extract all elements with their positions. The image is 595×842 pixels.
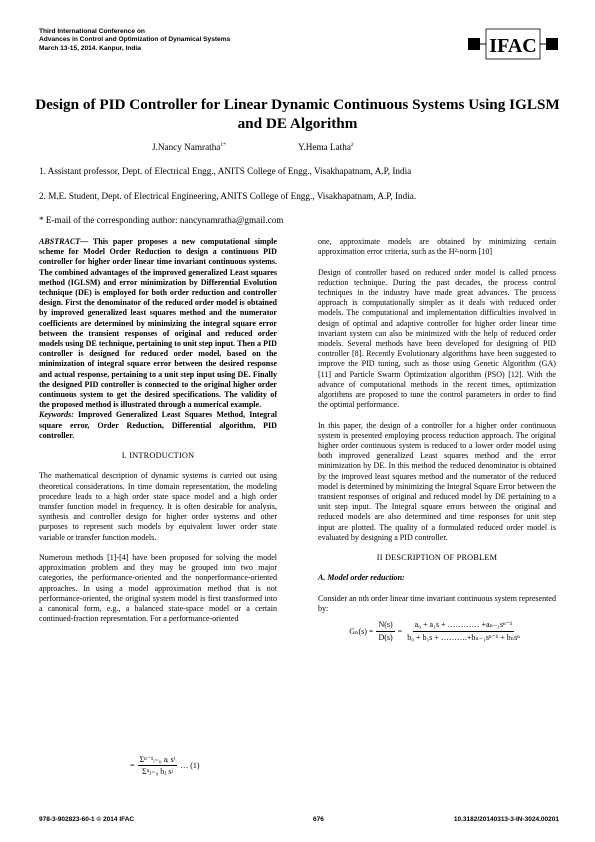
ifac-logo xyxy=(468,24,558,64)
tf-polynomial xyxy=(405,620,522,643)
equation-1 xyxy=(130,755,200,776)
keywords xyxy=(39,410,277,441)
section-heading-problem: II DESCRIPTION OF PROBLEM xyxy=(376,553,498,563)
equation-1-fraction xyxy=(138,755,178,776)
subsection-heading-model-order: A. Model order reduction: xyxy=(318,573,405,583)
section-heading-introduction: I. INTRODUCTION xyxy=(121,451,195,461)
author-2-name: Y.Hema Latha xyxy=(298,142,351,152)
left-column xyxy=(39,237,277,635)
tf-ratio-denominator: D(s) xyxy=(378,633,393,643)
tf-equals: = xyxy=(397,626,403,636)
tf-numerator-polynomial: a₀ + a₁s + ………… +aₙ₋₁sⁿ⁻¹ xyxy=(413,620,515,632)
tf-denominator-polynomial: b₀ + b₁s + ……….+bₙ₋₁sⁿ⁻¹ + bₙsⁿ xyxy=(407,633,520,643)
equation-1-denominator: Σⁿⱼ₌₀ bⱼ sʲ xyxy=(141,767,173,776)
author-1-mark: 1* xyxy=(220,141,226,148)
corresponding-email: * E-mail of the corresponding author: nancynamratha@gmail.com xyxy=(39,215,284,225)
tf-ratio-numerator: N(s) xyxy=(376,620,394,632)
abstract-text: This paper proposes a new computational simple scheme for Model Order Reduction to design a continuous PID controller for higher order linear time invariant continuous systems. The combined advantages of the improved generalized Least squares method (IGLSM) and error minimization by Differential Evolution technique (DE) is employed for both order reduction and controller design. First the denominator of the reduced order model is obtained by improved generalized least squares method and the numerator coefficients are determined by minimizing the integral square error between the transient responses of original and reduced order models using DE technique, pertaining to unit step input. Then a PID controller is designed for reduced order model, based on the minimization of integral square error between the desired response and actual response, pertaining to a unit step input using DE. Finally the designed PID controller is connected to the original higher order continuous system to get the desired specifications. The validity of the proposed method is illustrated through a numerical example. xyxy=(39,237,277,410)
conference-line-1: Third International Conference on xyxy=(39,28,145,35)
equation-1-label: … (1) xyxy=(180,761,200,770)
author-2-mark: 2 xyxy=(350,141,354,148)
intro-paragraph-5: In this paper, the design of a controller for a higher order continuous system is presented employing process reduction approach. The original higher order continuous system is reduced to a lower order model using both improved generalized Least squares method and the error minimization by DE. In this method the reduced denominator is obtained by the improved least squares method and the numerator of the reduced model is determined by minimizing the Integral Square Error between the transient responses of original and reduced model by DE pertaining to a unit step input. The Integral square errors between the original and reduced models are also determined and time responses for unit step input are plotted. The quality of a formulated reduced order model is evaluated by designing a PID controller. xyxy=(318,420,556,542)
affiliation-1: 1. Assistant professor, Dept. of Electrical Engg., ANITS College of Engg., Visakhapatnam, A.P, India xyxy=(39,166,412,176)
keywords-label: Keywords: xyxy=(39,410,74,420)
author-1 xyxy=(152,142,226,152)
intro-paragraph-2: Numerous methods [1]-[4] have been proposed for solving the model approximation problem and they may be grouped into two major categories, the performance-oriented and the nonperformance-oriented approaches. In using a model approximation method that is not performance-oriented, the original system model is first transformed into a canonical form, e.g., a balanced state-space model or a certain continued-fraction representation. For a performance-oriented xyxy=(39,553,277,624)
conference-header xyxy=(39,28,339,53)
problem-paragraph-1: Consider an nth order linear time invariant continuous system represented by: xyxy=(318,593,556,614)
keywords-text: Improved Generalized Least Squares Method, Integral square error, Order Reduction, Differential algorithm, PID controller. xyxy=(39,410,277,440)
equation-1-prefix: = xyxy=(130,761,135,770)
right-column xyxy=(318,237,556,652)
intro-paragraph-1: The mathematical description of dynamic systems is carried out using theoretical considerations. In time domain representation, the modeling procedure leads to a high order state space model and a high order transfer function model in frequency. It is often desirable for analysis, synthesis and controller design for higher order systems and other purposes to represent such models by equivalent lower order state variable or transfer function models. xyxy=(39,471,277,542)
transfer-function-equation xyxy=(318,620,556,643)
paper-title: Design of PID Controller for Linear Dynamic Continuous Systems Using IGLSM and DE Algorithm xyxy=(35,96,560,132)
intro-paragraph-4: Design of controller based on reduced order model is called process reduction technique. During the past decades, the process control techniques in the industry have made great advances. The process approach is computationally simpler as it deals with reduced order models. The computational and implementation difficulties involved in design of optimal and adaptive controller for higher order linear time invariant system can also be minimized with the help of reduced order models. Several methods have been developed for designing of PID controller [8]. Recently Evolutionary algorithms have been suggested to improve the PID tuning, such as those using Genetic Algorithm (GA) [11] and Particle Swarm Optimization algorithm (PSO) [12]. With the advance of computational methods in the recent times, optimization algorithms are proposed to tune the control parameters in order to find the optimal performance. xyxy=(318,267,556,410)
abstract-label: ABSTRACT— xyxy=(39,237,89,246)
equation-1-numerator: Σⁿ⁻¹ᵢ₌₀ aᵢ sⁱ xyxy=(139,755,176,764)
footer-isbn: 978-3-902823-60-1 © 2014 IFAC xyxy=(39,816,135,823)
page-footer xyxy=(39,816,559,826)
conference-line-3: March 13-15, 2014. Kanpur, India xyxy=(39,44,141,52)
tf-ratio xyxy=(376,620,394,643)
affiliation-2: 2. M.E. Student, Dept. of Electrical Engineering, ANITS College of Engg., Visakhapatnam, A.P, India. xyxy=(39,191,417,201)
abstract xyxy=(39,237,277,410)
ifac-logo-text: IFAC xyxy=(489,35,537,57)
author-2 xyxy=(298,142,354,152)
footer-page-number: 676 xyxy=(313,816,324,823)
author-1-name: J.Nancy Namratha xyxy=(152,142,221,152)
author-list xyxy=(0,142,595,156)
conference-line-2: Advances in Control and Optimization of Dynamical Systems xyxy=(39,36,231,44)
tf-lhs: Gₙ(s) = xyxy=(349,626,374,636)
intro-paragraph-3: one, approximate models are obtained by minimizing certain approximation error criteria, such as the H²-norm [10] xyxy=(318,237,556,257)
footer-doi: 10.3182/20140313-3-IN-3024.00201 xyxy=(453,816,559,823)
